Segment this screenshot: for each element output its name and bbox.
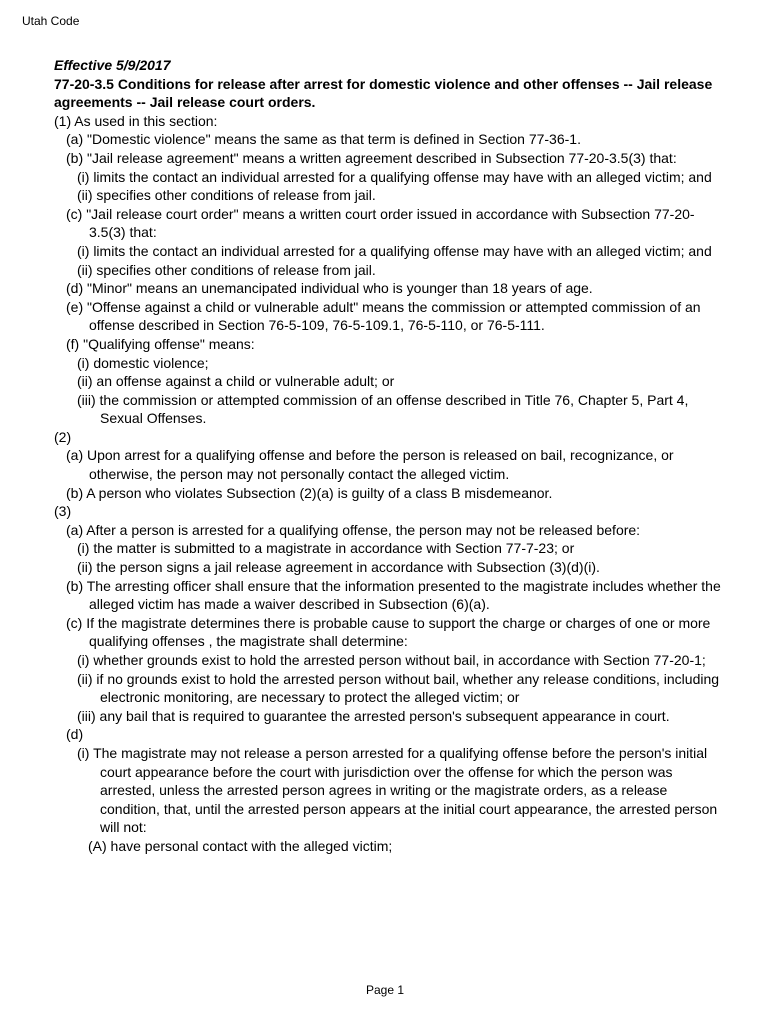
statute-paragraph: (c) If the magistrate determines there is probable cause to support the charge or charges of one or more qualifying offenses , the magistrate shall determine: <box>66 614 711 650</box>
statute-paragraph: (i) limits the contact an individual arrested for a qualifying offense may have with an alleged victim; and <box>77 168 712 185</box>
statute-paragraph: (d) <box>66 726 84 743</box>
statute-paragraph: (A) have personal contact with the alleged victim; <box>88 837 393 854</box>
statute-paragraph: (i) The magistrate may not release a person arrested for a qualifying offense before the person's initial court appearance before the court with jurisdiction over the offense for which the person was arrested, unless the arrested person agrees in writing or the magistrate orders, as a release condition, that, until the arrested person appears at the initial court appearance, the arrested person will not: <box>77 744 718 836</box>
statute-paragraph: (i) limits the contact an individual arrested for a qualifying offense may have with an alleged victim; and <box>77 242 712 259</box>
statute-paragraph: (iii) any bail that is required to guarantee the arrested person's subsequent appearance in court. <box>77 707 670 724</box>
section-title: 77-20-3.5 Conditions for release after arrest for domestic violence and other offenses -- Jail release agreements -- Jail release court orders. <box>54 75 713 111</box>
statute-paragraph: (a) "Domestic violence" means the same as that term is defined in Section 77-36-1. <box>66 131 581 148</box>
statute-paragraph: (i) the matter is submitted to a magistrate in accordance with Section 77-7-23; or <box>77 540 575 557</box>
statute-paragraph: (ii) the person signs a jail release agreement in accordance with Subsection (3)(d)(i). <box>77 559 600 576</box>
statute-paragraph: (b) A person who violates Subsection (2)(a) is guilty of a class B misdemeanor. <box>66 484 553 501</box>
statute-paragraph: (a) After a person is arrested for a qualifying offense, the person may not be released before: <box>66 521 641 538</box>
section-paragraphs <box>54 112 726 856</box>
statute-paragraph: (ii) specifies other conditions of release from jail. <box>77 187 376 204</box>
running-header: Utah Code <box>22 14 80 28</box>
statute-paragraph: (ii) if no grounds exist to hold the arrested person without bail, whether any release conditions, including electronic monitoring, are necessary to protect the alleged victim; or <box>77 670 720 706</box>
statute-paragraph: (e) "Offense against a child or vulnerable adult" means the commission or attempted commission of an offense described in Section 76-5-109, 76-5-109.1, 76-5-110, or 76-5-111. <box>66 298 701 334</box>
statute-paragraph: (b) "Jail release agreement" means a written agreement described in Subsection 77-20-3.5(3) that: <box>66 149 677 166</box>
statute-paragraph: (c) "Jail release court order" means a written court order issued in accordance with Subsection 77-20-3.5(3) that: <box>66 205 695 241</box>
statute-paragraph: (i) whether grounds exist to hold the arrested person without bail, in accordance with Section 77-20-1; <box>77 652 706 668</box>
statute-paragraph: (f) "Qualifying offense" means: <box>66 335 255 352</box>
statute-paragraph: (2) <box>54 428 72 445</box>
statute-paragraph: (b) The arresting officer shall ensure that the information presented to the magistrate includes whether the alleged victim has made a waiver described in Subsection (6)(a). <box>66 577 721 613</box>
document-body <box>54 56 726 856</box>
effective-date: Effective 5/9/2017 <box>54 57 171 73</box>
page-number: Page 1 <box>365 983 405 997</box>
statute-paragraph: (ii) an offense against a child or vulnerable adult; or <box>77 373 395 390</box>
statute-paragraph: (3) <box>54 503 72 520</box>
statute-paragraph: (d) "Minor" means an unemancipated individual who is younger than 18 years of age. <box>66 280 593 297</box>
statute-paragraph: (i) domestic violence; <box>77 354 209 371</box>
statute-paragraph: (1) As used in this section: <box>54 112 218 129</box>
statute-paragraph: (a) Upon arrest for a qualifying offense and before the person is released on bail, recognizance, or otherwise, the person may not personally contact the alleged victim. <box>66 447 674 483</box>
statute-paragraph: (ii) specifies other conditions of release from jail. <box>77 261 376 278</box>
statute-paragraph: (iii) the commission or attempted commission of an offense described in Title 76, Chapter 5, Part 4, Sexual Offenses. <box>77 391 689 427</box>
